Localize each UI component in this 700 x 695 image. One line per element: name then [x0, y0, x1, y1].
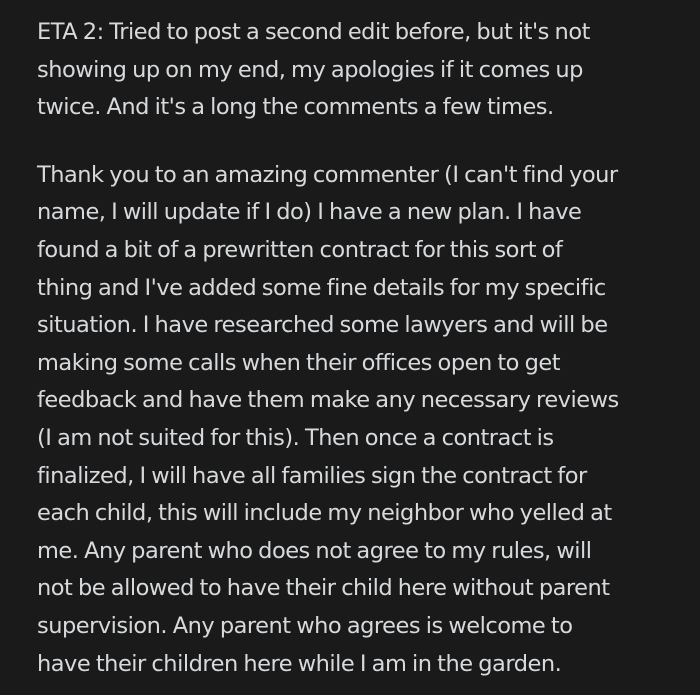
text-line: have their children here while I am in the garden. [37, 650, 562, 677]
text-line: Thank you to an amazing commenter (I can't find your [37, 161, 618, 188]
text-line: supervision. Any parent who agrees is welcome to [37, 612, 573, 639]
text-line: name, I will update if I do) I have a new plan. I have [37, 199, 582, 226]
text-line: (I am not suited for this). Then once a contract is [37, 424, 554, 451]
text-line: me. Any parent who does not agree to my rules, will [37, 537, 592, 564]
text-line: making some calls when their offices open to get [37, 349, 561, 376]
text-line: showing up on my end, my apologies if it comes up [37, 56, 583, 83]
edit-note-paragraph [37, 14, 677, 127]
text-line: ETA 2: Tried to post a second edit before, but it's not [37, 19, 590, 45]
text-line: feedback and have them make any necessary reviews [37, 387, 619, 414]
text-line: thing and I've added some fine details for my specific [37, 274, 606, 301]
text-line: not be allowed to have their child here without parent [37, 575, 610, 602]
text-line: twice. And it's a long the comments a few times. [37, 94, 554, 121]
text-line: each child, this will include my neighbor who yelled at [37, 500, 612, 527]
text-line: situation. I have researched some lawyers and will be [37, 312, 608, 339]
update-plan-paragraph [37, 157, 677, 683]
post-body [37, 14, 677, 683]
text-line: found a bit of a prewritten contract for this sort of [37, 236, 563, 263]
text-line: finalized, I will have all families sign the contract for [37, 462, 587, 489]
